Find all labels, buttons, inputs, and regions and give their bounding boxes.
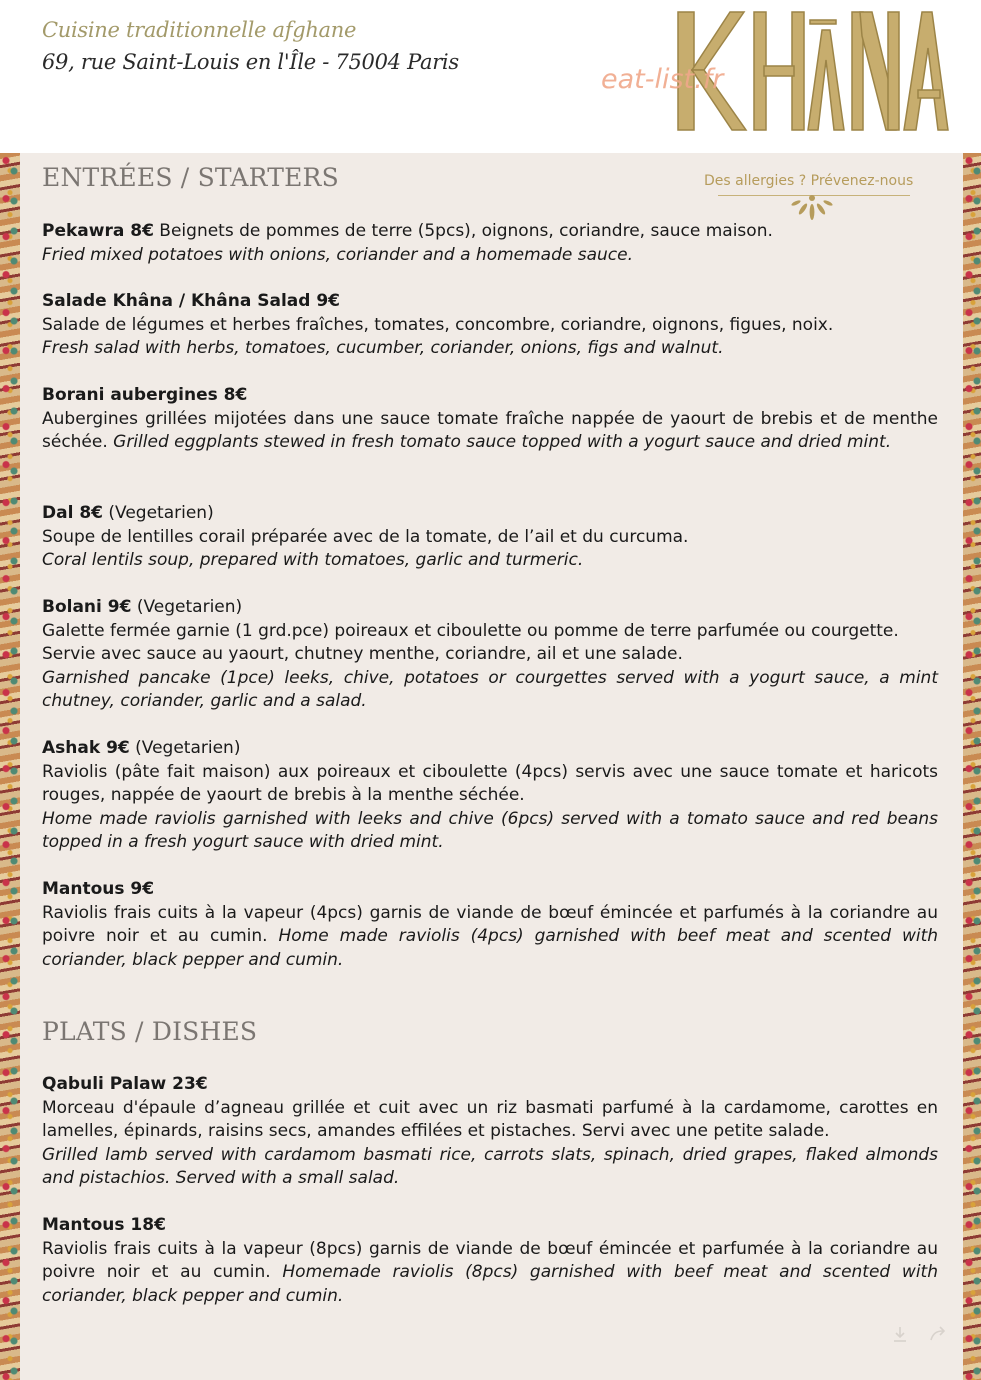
menu-item-ashak xyxy=(42,737,938,855)
item-name: Dal 8€ xyxy=(42,503,103,523)
share-icon[interactable] xyxy=(928,1324,948,1344)
menu-item-salade-khana xyxy=(42,290,938,361)
starters-section-title: ENTRÉES / STARTERS xyxy=(42,163,339,192)
restaurant-tagline: Cuisine traditionnelle afghane xyxy=(42,18,357,42)
left-decorative-border xyxy=(0,153,20,1380)
item-desc-fr: Morceau d'épaule d’agneau grillée et cuit avec un riz basmati parfumé à la cardamome, carottes en lamelles, épinards, raisins secs, amandes effilées et pistaches. Servi avec une petite salade. xyxy=(42,1097,938,1142)
item-desc-fr: Raviolis frais cuits à la vapeur (4pcs) garnis de viande de bœuf émincée et parfumés à la coriandre au poivre noir et au cumin. xyxy=(42,902,938,947)
menu-header xyxy=(0,0,981,153)
item-desc-en: Home made raviolis (4pcs) garnished with beef meat and scented with coriander, black pepper and cumin. xyxy=(42,926,939,970)
item-desc-fr: Salade de légumes et herbes fraîches, tomates, concombre, coriandre, oignons, figues, noix. xyxy=(42,314,834,335)
dishes-section-title: PLATS / DISHES xyxy=(42,1017,258,1046)
allergy-note: Des allergies ? Prévenez-nous xyxy=(704,173,914,189)
menu-item-qabuli-palaw xyxy=(42,1073,938,1191)
item-desc-fr: Soupe de lentilles corail préparée avec de la tomate, de l’ail et du curcuma. xyxy=(42,526,689,547)
item-desc-en: Grilled eggplants stewed in fresh tomato sauce topped with a yogurt sauce and dried mint. xyxy=(113,432,892,453)
item-tag: (Vegetarien) xyxy=(129,738,241,758)
item-name: Salade Khâna / Khâna Salad 9€ xyxy=(42,291,340,311)
item-desc-en: Grilled lamb served with cardamom basmati rice, carrots slats, spinach, dried grapes, flaked almonds and pistachios. Served with a small salad. xyxy=(42,1144,938,1189)
menu-item-mantous-dish xyxy=(42,1214,938,1308)
menu-item-pekawra xyxy=(42,220,938,267)
item-desc-en: Garnished pancake (1pce) leeks, chive, potatoes or courgettes served with a yogurt sauce, a mint chutney, coriander, garlic and a salad. xyxy=(42,667,938,712)
download-icon[interactable] xyxy=(890,1324,910,1344)
menu-item-mantous-starter xyxy=(42,878,938,972)
item-desc-fr: Raviolis frais cuits à la vapeur (8pcs) garnis de viande de bœuf émincée et parfumée à la coriandre au poivre noir et au cumin. xyxy=(42,1238,938,1283)
eat-list-watermark: eat-list.fr xyxy=(601,64,724,95)
item-desc-en: Home made raviolis garnished with leeks and chive (6pcs) served with a tomato sauce and red beans topped in a fresh yogurt sauce with dried mint. xyxy=(42,808,938,853)
menu-item-dal xyxy=(42,502,938,573)
item-desc-en: Fried mixed potatoes with onions, coriander and a homemade sauce. xyxy=(42,244,633,265)
item-desc-en: Fresh salad with herbs, tomatoes, cucumber, coriander, onions, figs and walnut. xyxy=(42,338,724,359)
menu-item-bolani xyxy=(42,596,938,714)
item-name: Bolani 9€ xyxy=(42,597,132,617)
item-name: Mantous 18€ xyxy=(42,1215,166,1235)
item-name: Ashak 9€ xyxy=(42,738,130,758)
item-desc-fr: Raviolis (pâte fait maison) aux poireaux et ciboulette (4pcs) servis avec une sauce tomate et haricots rouges, nappée de yaourt de brebis à la menthe séchée. xyxy=(42,761,938,806)
item-name: Pekawra 8€ xyxy=(42,221,154,241)
item-tag: (Vegetarien) xyxy=(131,597,243,617)
item-tag: (Vegetarien) xyxy=(103,503,214,523)
item-desc-fr-2: Servie avec sauce au yaourt, chutney menthe, coriandre, ail et une salade. xyxy=(42,644,683,665)
sun-ornament-icon xyxy=(790,192,834,222)
menu-item-borani-aubergines xyxy=(42,384,938,455)
restaurant-address: 69, rue Saint-Louis en l'Île - 75004 Paris xyxy=(42,50,459,74)
item-desc-fr: Galette fermée garnie (1 grd.pce) poireaux et ciboulette ou pomme de terre parfumée ou courgette. xyxy=(42,620,899,641)
item-desc-fr: Beignets de pommes de terre (5pcs), oignons, coriandre, sauce maison. xyxy=(153,221,773,241)
item-desc-en: Homemade raviolis (8pcs) garnished with beef meat and scented with coriander, black pepper and cumin. xyxy=(42,1262,938,1306)
item-name: Qabuli Palaw 23€ xyxy=(42,1074,208,1094)
item-desc-fr: Aubergines grillées mijotées dans une sauce tomate fraîche nappée de yaourt de brebis et de menthe séchée. xyxy=(42,408,938,453)
right-decorative-border xyxy=(963,153,981,1380)
item-name: Borani aubergines 8€ xyxy=(42,385,248,405)
item-desc-en: Coral lentils soup, prepared with tomatoes, garlic and turmeric. xyxy=(42,550,584,571)
item-name: Mantous 9€ xyxy=(42,879,155,899)
